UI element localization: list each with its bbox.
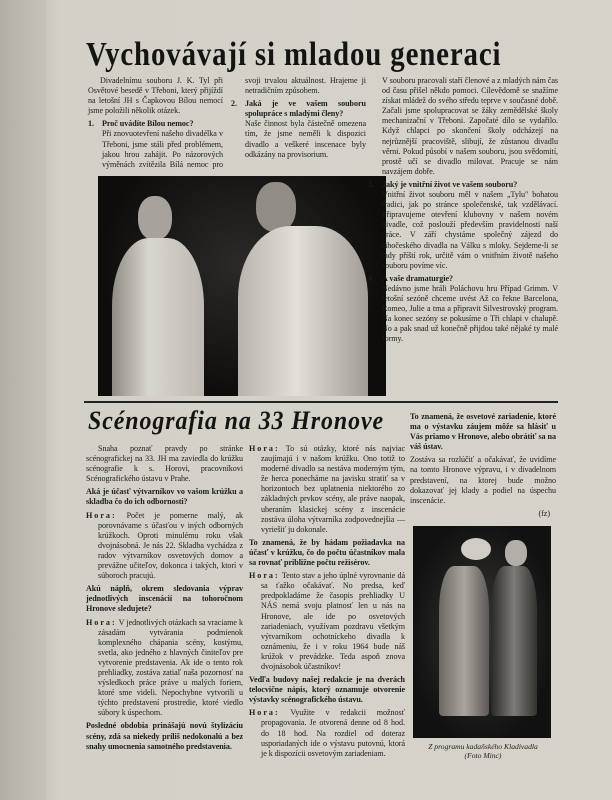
speaker: Hora:	[249, 708, 280, 718]
answer: Při znovuotevření našeho divadélka v Třeboni, jsme stáli před problémem, jakou hrou zahájit. Po názorových výměnách zvítězila Bílá nemoc pro svoji trvalou aktuálnost. Hrajeme ji netradičním způsobem.	[102, 76, 366, 169]
section-divider	[84, 401, 558, 403]
question: Vedľa budovy našej redakcie je na dverách telocvične nápis, ktorý oznamuje otvorenie výstavky scénografického ústavu.	[249, 675, 405, 705]
article1-intro: Divadelnímu souboru J. K. Tyl při Osvětové besedě v Třeboni, který přijíždí na letošní JH s Čapkovou Bílou nemocí jsme položili několik otázek.	[88, 76, 223, 116]
question: Akú náplň, okrem sledovania výprav jednotlivých inscenácií na tohoročnom Hronove sledujete?	[86, 584, 243, 614]
article2-column-3-text	[410, 412, 556, 522]
item-number: 3.	[368, 179, 374, 189]
question: Posledné obdobia prinášajú novú štylizáciu scény, zdá sa niekedy príliš nedokonalú a bez snahy umocnenia samotného predstavenia.	[86, 721, 243, 751]
item-number: 4.	[368, 273, 374, 283]
paper-fold	[0, 0, 46, 800]
caption-text: Z programu kadaňského Kladivadla	[428, 741, 538, 751]
headline-article1: Vychovávají si mladou generaci	[86, 36, 502, 73]
speaker: Hora:	[86, 510, 117, 520]
answer	[86, 511, 243, 582]
article2-column-1	[86, 444, 243, 755]
article2-column-2	[249, 444, 405, 762]
answer	[86, 618, 243, 719]
answer: Nedávno jsme hráli Poláchovu hru Případ Grimm. V letošní sezóně chceme uvést Až co řekne Barcelona, Romeo, Julie a tma a připravit Silvestrovský program. Na konec sezóny se pokusíme o Tři chlapi v chalupě. No a pak snad už konečně přijdou také nějaké ty malé formy.	[382, 283, 558, 344]
headline-article2: Scénografia na 33 Hronove	[88, 406, 385, 435]
question: Jaký je vnitřní život ve vašem souboru?	[382, 179, 518, 189]
article1-column-3	[368, 76, 558, 347]
photo-kladivadlo	[413, 526, 551, 738]
answer-text: Tento stav a jeho úplné vyrovnanie dá sa ťažko očakávať. No predsa, keď predpokladáme že časopis prehliadky U NÁS nemá svoju platnosť len u nás na Hronove, ale ide po osvetových zariadeniach, využívam pozdravu všetkým výtvarníkom ochotníckeho divadla k oznámeniu, že i v roku 1964 bude náš krúžok v prevádzke. Teda aspoň znova dvojnásobok účastníkov!	[261, 571, 405, 671]
answer	[249, 708, 405, 758]
article1-item-3	[368, 180, 558, 271]
speaker: Hora:	[249, 444, 280, 453]
article1-columns-1-2	[88, 76, 366, 170]
photo-credit: (Foto Minc)	[464, 751, 502, 761]
article1-left-block	[88, 76, 366, 396]
photo-caption	[410, 742, 556, 761]
question: Aká je účasť výtvarníkov vo vašom krúžku a skladba čo do ich odbornosti?	[86, 487, 243, 507]
answer-text: To sú otázky, ktoré nás najviac zaujímajú i v našom krúžku. Ono totiž to moderné divadlo sa nestáva moderným tým, že herca ponecháme na javisku stratiť sa v horizontoch bez uplatnenia niektorého zo základných prvkov scény, ale práve naopak, uberaním klasickej scény z inscenácie zostáva úloha výtvarníka zodpovednejšia — vyriešiť ju dokonale.	[261, 444, 405, 534]
answer-text: Využite v redakcii možnosť propagovania. Je otvorená denne od 8 hod. do 18 hod. Na rozdiel od doteraz usporiadaných ide o výstavu putovnú, ktorá je k dispozícii osvetovým zariadeniam.	[261, 708, 405, 758]
question: Jaká je ve vašem souboru spolupráce s mladými členy?	[245, 99, 366, 119]
item-number: 1.	[88, 119, 94, 129]
question: Proč uvádíte Bílou nemoc?	[102, 119, 194, 129]
answer: Naše činnost byla částečně omezena tím, že jsme neměli k dispozici divadlo a veškeré inscenace byly odkázány na provisorium.	[245, 119, 366, 159]
question: A vaše dramaturgie?	[382, 273, 453, 283]
answer-text: V jednotlivých otázkach sa vraciame k zásadám vytvárania podmienok komplexného chápania scény, kostýmu, svetla, ako jedného z hlavných činiteľov pre vytvorenie predstavenia. Ak ide o tento rok prehliadky, zostáva zatiaľ naša pozornosť na výsledkoch práce práve u malých foriem, ktoré sme videli. Nepochybne vytvorili u týchto predstavení prostredie, ktoré viedlo súbory k úspechom.	[98, 617, 243, 718]
signature: (fz)	[538, 508, 550, 518]
photo-two-actors	[98, 176, 386, 396]
paragraph: To znamená, že osvetové zariadenie, ktoré ma o výstavku záujem môže sa hlásiť u Vás priamo v Hronove, alebo obrátiť sa na váš ústav.	[410, 412, 556, 452]
answer	[249, 571, 405, 672]
speaker: Hora:	[249, 571, 280, 581]
item-number: 2.	[231, 99, 237, 109]
question: To znamená, že by hádam požiadavka na účasť v krúžku, čo do počtu účastníkov mala sa rovnať približne počtu režisérov.	[249, 537, 405, 568]
answer: Vnitřní život souboru měl v našem „Tylu" bohatou tradici, jak po stránce společenské, tak vzdělávací. Připravujeme otevření klubovny v našem novém divadle, což poslouží především pravidelnosti naší práce. V září chystáme společný zájezd do Jihočeského divadla na Válku s mloky. Sejdeme-li se tady příští rok, určitě vám o vnitřním životě našeho souboru povíme víc.	[382, 190, 558, 270]
article1-item-2	[231, 99, 366, 160]
intro: Snaha poznať pravdy po stránke scénografickej na 33. JH ma zaviedla do krúžku scénografie k s. Horovi, pracovníkovi Scénografického ústavu v Prahe.	[86, 444, 243, 484]
answer-text: Počet je pomerne malý, ak porovnávame s účasťou v iných odborných krúžkoch. Oproti minulému roku však dvojnásobná. Je nás 22. Skladba vychádza z radov výtvarníkov osvetových domov a prevážne učiteľov, dokonca i takých, ktorí v súboroch pracujú.	[98, 510, 243, 581]
article2-column-3	[410, 412, 556, 761]
speaker: Hora:	[86, 617, 117, 627]
paragraph: Zostáva sa rozlúčiť a očakávať, že uvidíme na tomto Hronove výpravu, i v divadelnom predstavení, na ktorej bude možno dokazovať jej klady a podiel na úspechu inscenácie.	[410, 455, 556, 505]
answer	[249, 444, 405, 535]
article1-continuation: V souboru pracovali staří členové a z mladých nám čas od času přišel někdo pomoci. Cílevědomě se snažíme získat mládež do svého středu teprve v současné době. Začali jsme spolupracovat se žáky zemědělské školy mechanizační v Třeboni. Započaté dílo se vydařilo. Když chlapci po skončení školy odcházejí na nejrůznější pracoviště, slibují, že zůstanou divadlu věrni. Pokud působí v našem souboru, jsou svědomití, prostě učí se divadlo milovat. Pracuje se nám navzájem dobře.	[382, 76, 558, 176]
article1-item-4	[368, 274, 558, 345]
